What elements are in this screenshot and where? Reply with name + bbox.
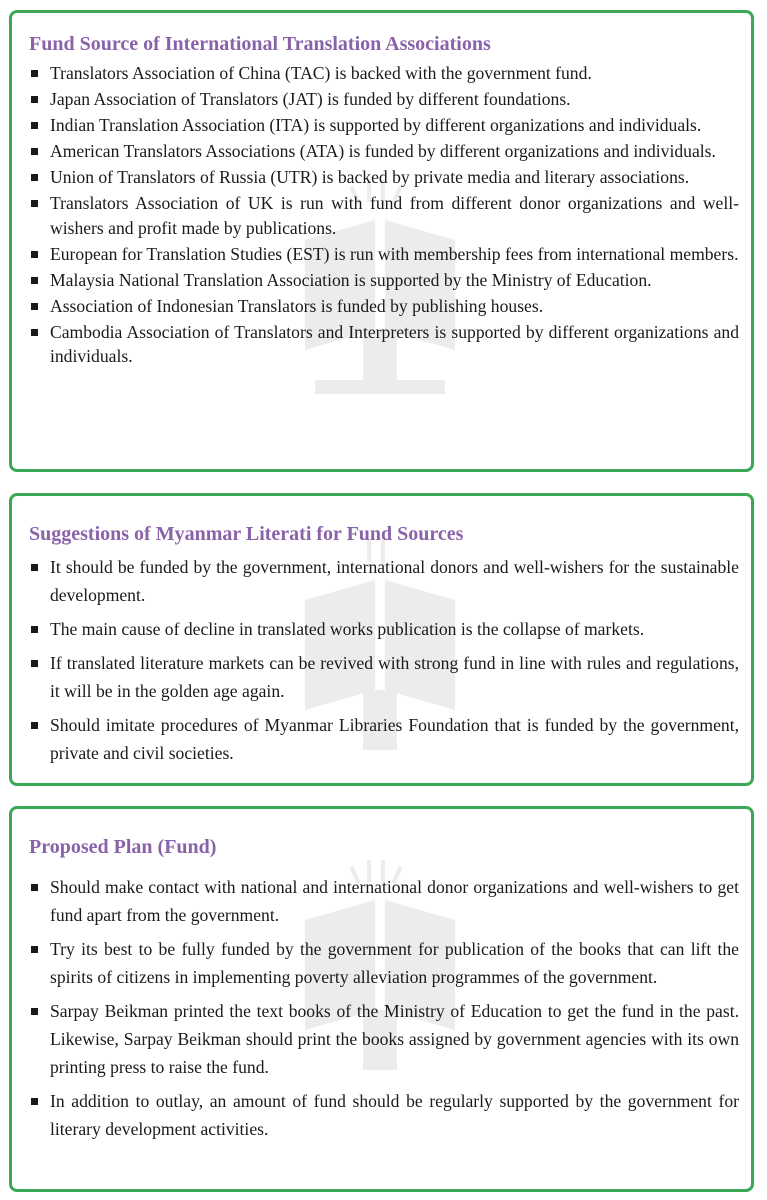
list-item: The main cause of decline in translated works publication is the collapse of markets. (29, 615, 739, 643)
list-item: Should make contact with national and international donor organizations and well-wishers to get fund apart from the government. (29, 873, 739, 929)
list-item: Japan Association of Translators (JAT) is funded by different foundations. (29, 87, 739, 112)
list-item: American Translators Associations (ATA) is funded by different organizations and individuals. (29, 139, 739, 164)
section-heading: Proposed Plan (Fund) (29, 836, 217, 858)
section-heading: Fund Source of International Translation Associations (29, 33, 491, 55)
suggestions-panel (9, 493, 754, 786)
list-item: If translated literature markets can be revived with strong fund in line with rules and regulations, it will be in the golden age again. (29, 649, 739, 705)
list-item: Try its best to be fully funded by the government for publication of the books that can lift the spirits of citizens in implementing poverty alleviation programmes of the government. (29, 935, 739, 991)
list-item: Translators Association of UK is run with fund from different donor organizations and well-wishers and profit made by publications. (29, 191, 739, 240)
list-item: In addition to outlay, an amount of fund should be regularly supported by the government for literary development activities. (29, 1087, 739, 1143)
list-item: Association of Indonesian Translators is funded by publishing houses. (29, 294, 739, 319)
bullet-list (29, 553, 739, 773)
list-item: Indian Translation Association (ITA) is supported by different organizations and individuals. (29, 113, 739, 138)
list-item: Union of Translators of Russia (UTR) is backed by private media and literary associations. (29, 165, 739, 190)
list-item: Malaysia National Translation Association is supported by the Ministry of Education. (29, 268, 739, 293)
bullet-list (29, 61, 739, 370)
list-item: Should imitate procedures of Myanmar Libraries Foundation that is funded by the government, private and civil societies. (29, 711, 739, 767)
list-item: European for Translation Studies (EST) is run with membership fees from international members. (29, 242, 739, 267)
section-heading: Suggestions of Myanmar Literati for Fund Sources (29, 523, 464, 545)
list-item: Cambodia Association of Translators and Interpreters is supported by different organizations and individuals. (29, 320, 739, 369)
list-item: Sarpay Beikman printed the text books of the Ministry of Education to get the fund in the past. Likewise, Sarpay Beikman should print the books assigned by government agencies with its own printing press to raise the fund. (29, 997, 739, 1081)
bullet-list (29, 873, 739, 1149)
fund-source-panel (9, 10, 754, 472)
proposed-plan-panel (9, 806, 754, 1192)
list-item: Translators Association of China (TAC) is backed with the government fund. (29, 61, 739, 86)
list-item: It should be funded by the government, international donors and well-wishers for the sustainable development. (29, 553, 739, 609)
